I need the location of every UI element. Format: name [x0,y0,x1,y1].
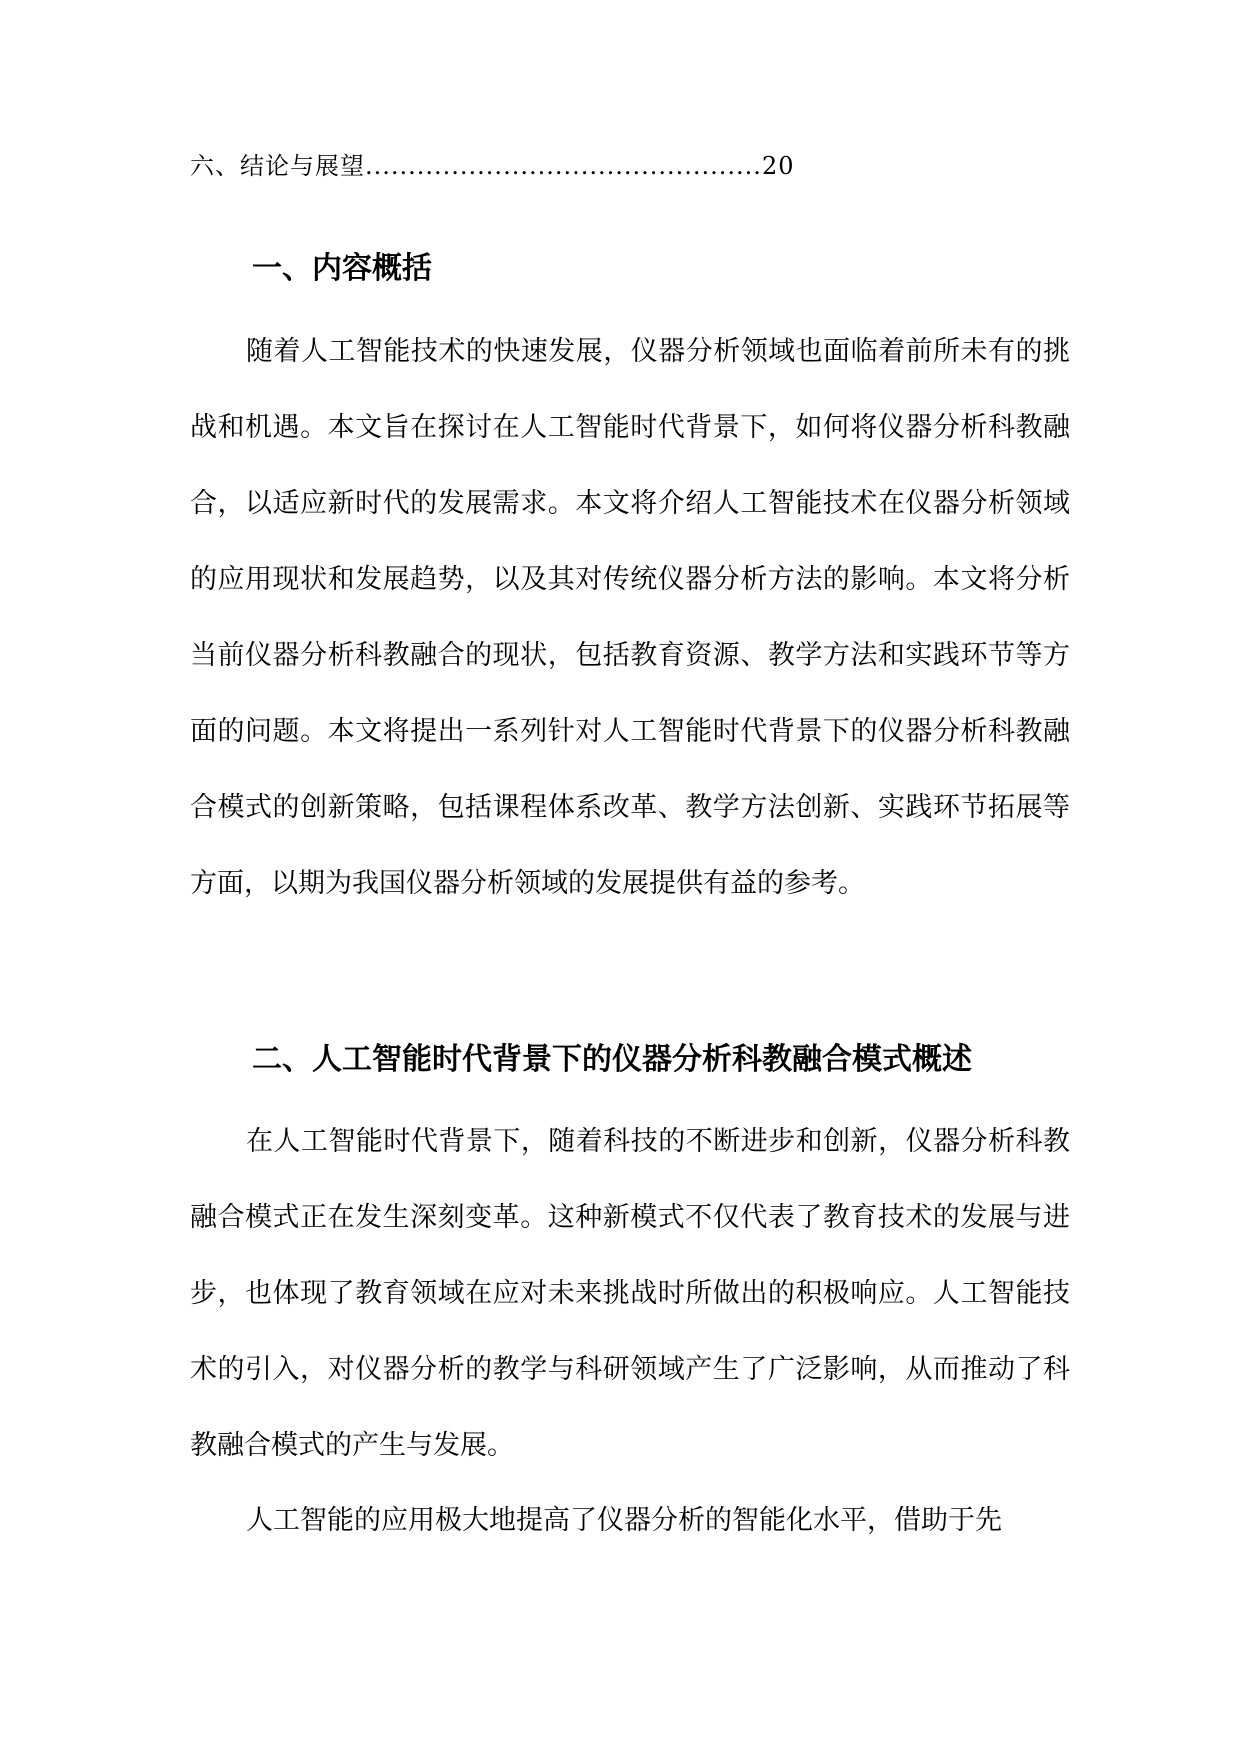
section2-paragraph-2: 人工智能的应用极大地提高了仪器分析的智能化水平，借助于先 [246,1505,1002,1536]
toc-entry-label: 六、结论与展望 [190,152,365,180]
toc-page-number: 20 [761,152,795,180]
section2-paragraph-1: 在人工智能时代背景下，随着科技的不断进步和创新，仪器分析科教融合模式正在发生深刻变革。这种新模式不仅代表了教育技术的发展与进步，也体现了教育领域在应对未来挑战时所做出的积极响应。人工智能技术的引入，对仪器分析的教学与科研领域产生了广泛影响，从而推动了科教融合模式的产生与发展。 [190,1126,1070,1461]
toc-leader-dots: .............................................. [365,152,762,180]
section-heading-2: 二、人工智能时代背景下的仪器分析科教融合模式概述 [252,1042,972,1077]
toc-entry[interactable] [190,150,950,182]
section1-paragraph: 随着人工智能技术的快速发展，仪器分析领域也面临着前所未有的挑战和机遇。本文旨在探讨在人工智能时代背景下，如何将仪器分析科教融合，以适应新时代的发展需求。本文将介绍人工智能技术在仪器分析领域的应用现状和发展趋势，以及其对传统仪器分析方法的影响。本文将分析当前仪器分析科教融合的现状，包括教育资源、教学方法和实践环节等方面的问题。本文将提出一系列针对人工智能时代背景下的仪器分析科教融合模式的创新策略，包括课程体系改革、教学方法创新、实践环节拓展等方面，以期为我国仪器分析领域的发展提供有益的参考。 [190,336,1070,899]
section-heading-1: 一、内容概括 [252,251,432,286]
